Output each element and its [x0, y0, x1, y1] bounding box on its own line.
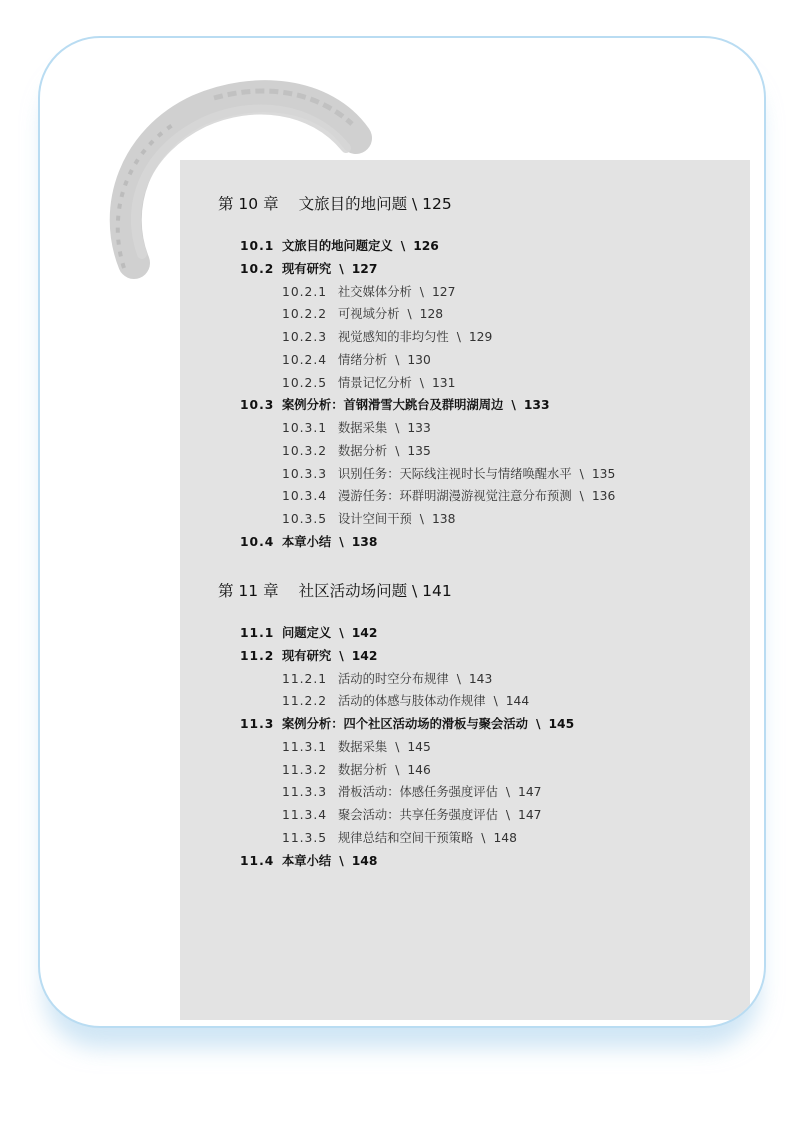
entry-number: 10.1	[240, 239, 275, 253]
entry-separator: \	[407, 307, 412, 322]
entry-separator: \	[511, 398, 516, 413]
card-frame	[38, 36, 766, 1028]
chapter-title: 文旅目的地问题 \ 125	[298, 195, 452, 213]
entry-title: 视觉感知的非均匀性	[338, 330, 449, 344]
entry-separator: \	[339, 534, 344, 549]
entry-number: 11.3.3	[282, 785, 328, 800]
toc-subsection-entry	[282, 327, 492, 345]
toc-section-entry	[240, 646, 377, 664]
entry-number: 10.3.2	[282, 443, 328, 458]
entry-page-number: 133	[523, 398, 550, 413]
entry-title: 识别任务：天际线注视时长与情绪唤醒水平	[338, 466, 572, 481]
entry-separator: \	[493, 694, 498, 709]
entry-title: 漫游任务：环群明湖漫游视觉注意分布预测	[338, 489, 572, 504]
entry-title: 设计空间干预	[338, 512, 412, 526]
toc-subsection-entry	[282, 509, 455, 527]
entry-page-number: 138	[351, 534, 378, 549]
entry-title: 本章小结	[282, 534, 332, 549]
entry-number: 10.2.4	[282, 352, 328, 367]
entry-separator: \	[419, 375, 424, 390]
entry-separator: \	[419, 512, 424, 526]
entry-number: 10.3.3	[282, 466, 328, 481]
toc-section-entry	[240, 236, 439, 254]
entry-page-number: 147	[518, 808, 542, 822]
entry-title: 社交媒体分析	[338, 284, 412, 299]
entry-title: 聚会活动：共享任务强度评估	[338, 808, 498, 822]
chapter-number: 第 11 章	[218, 582, 279, 600]
entry-number: 10.2	[240, 261, 275, 276]
entry-number: 10.3.4	[282, 489, 328, 504]
entry-title: 文旅目的地问题定义	[282, 239, 393, 253]
entry-title: 可视域分析	[338, 307, 400, 322]
entry-page-number: 135	[407, 443, 431, 458]
entry-separator: \	[505, 808, 511, 822]
entry-title: 数据分析	[338, 762, 388, 777]
entry-page-number: 130	[407, 352, 431, 367]
entry-page-number: 133	[407, 421, 431, 435]
entry-page-number: 148	[351, 853, 378, 868]
entry-separator: \	[535, 717, 541, 731]
entry-title: 情景记忆分析	[338, 375, 412, 390]
entry-number: 11.3.1	[282, 739, 328, 754]
entry-number: 11.2	[240, 648, 275, 663]
entry-separator: \	[419, 284, 424, 299]
entry-number: 11.3.2	[282, 762, 328, 777]
entry-title: 案例分析：四个社区活动场的滑板与聚会活动	[282, 717, 528, 731]
entry-separator: \	[456, 671, 461, 686]
entry-title: 案例分析：首钢滑雪大跳台及群明湖周边	[282, 398, 504, 413]
entry-separator: \	[395, 762, 400, 777]
entry-page-number: 144	[505, 694, 530, 709]
entry-title: 规律总结和空间干预策略	[338, 830, 474, 845]
entry-title: 活动的时空分布规律	[338, 671, 449, 686]
entry-separator: \	[579, 466, 584, 481]
entry-title: 数据分析	[338, 443, 388, 458]
entry-page-number: 128	[419, 307, 444, 322]
chapter-title: 社区活动场问题 \ 141	[298, 582, 452, 600]
toc-subsection-entry	[282, 486, 615, 504]
toc-subsection-entry	[282, 464, 615, 482]
entry-title: 数据采集	[338, 421, 388, 435]
toc-subsection-entry	[282, 373, 455, 391]
entry-page-number: 147	[518, 785, 542, 800]
entry-page-number: 131	[431, 375, 456, 390]
entry-number: 11.3.5	[282, 830, 328, 845]
entry-page-number: 138	[431, 512, 456, 526]
entry-separator: \	[456, 330, 461, 344]
entry-number: 11.3	[240, 717, 275, 731]
toc-subsection-entry	[282, 737, 431, 755]
entry-page-number: 145	[407, 739, 431, 754]
chapter-heading	[218, 579, 452, 601]
toc-subsection-entry	[282, 760, 431, 778]
toc-subsection-entry	[282, 441, 431, 459]
toc-subsection-entry	[282, 805, 542, 823]
entry-separator: \	[339, 626, 344, 640]
entry-separator: \	[395, 739, 400, 754]
entry-page-number: 142	[351, 626, 378, 640]
entry-number: 10.4	[240, 534, 275, 549]
entry-number: 11.1	[240, 626, 275, 640]
entry-page-number: 143	[468, 671, 493, 686]
toc-subsection-entry	[282, 418, 431, 436]
entry-page-number: 135	[591, 466, 616, 481]
entry-number: 10.3.1	[282, 421, 328, 435]
entry-separator: \	[339, 261, 344, 276]
entry-page-number: 127	[351, 261, 378, 276]
entry-title: 活动的体感与肢体动作规律	[338, 694, 486, 709]
entry-separator: \	[400, 239, 406, 253]
toc-page	[180, 160, 750, 1020]
toc-section-entry	[240, 714, 574, 732]
entry-title: 本章小结	[282, 853, 332, 868]
entry-page-number: 129	[468, 330, 493, 344]
entry-number: 11.2.1	[282, 671, 328, 686]
entry-title: 滑板活动：体感任务强度评估	[338, 785, 498, 800]
entry-title: 情绪分析	[338, 352, 388, 367]
entry-page-number: 146	[407, 762, 431, 777]
entry-page-number: 127	[431, 284, 456, 299]
entry-separator: \	[339, 648, 344, 663]
entry-number: 10.3	[240, 398, 275, 413]
entry-separator: \	[395, 421, 400, 435]
entry-page-number: 126	[413, 239, 439, 253]
entry-page-number: 142	[351, 648, 378, 663]
chapter-heading	[218, 192, 452, 214]
entry-number: 11.2.2	[282, 694, 328, 709]
entry-separator: \	[481, 830, 486, 845]
toc-section-entry	[240, 395, 550, 413]
entry-number: 10.2.2	[282, 307, 328, 322]
toc-section-entry	[240, 532, 377, 550]
chapter-number: 第 10 章	[218, 195, 279, 213]
entry-page-number: 136	[591, 489, 616, 504]
entry-number: 11.3.4	[282, 808, 328, 822]
toc-section-entry	[240, 623, 377, 641]
toc-subsection-entry	[282, 282, 455, 300]
toc-section-entry	[240, 851, 377, 869]
entry-number: 10.2.1	[282, 284, 328, 299]
toc-subsection-entry	[282, 691, 529, 709]
entry-separator: \	[339, 853, 344, 868]
entry-title: 问题定义	[282, 626, 332, 640]
toc-subsection-entry	[282, 828, 517, 846]
entry-title: 数据采集	[338, 739, 388, 754]
toc-section-entry	[240, 259, 377, 277]
entry-number: 11.4	[240, 853, 275, 868]
toc-subsection-entry	[282, 669, 492, 687]
entry-page-number: 145	[548, 717, 575, 731]
entry-number: 10.3.5	[282, 512, 328, 526]
entry-title: 现有研究	[282, 648, 332, 663]
entry-title: 现有研究	[282, 261, 332, 276]
toc-subsection-entry	[282, 782, 542, 800]
toc-subsection-entry	[282, 350, 431, 368]
entry-page-number: 148	[493, 830, 517, 845]
entry-number: 10.2.5	[282, 375, 328, 390]
entry-number: 10.2.3	[282, 330, 328, 344]
entry-separator: \	[579, 489, 584, 504]
entry-separator: \	[395, 352, 400, 367]
entry-separator: \	[395, 443, 400, 458]
toc-subsection-entry	[282, 304, 443, 322]
entry-separator: \	[505, 785, 511, 800]
